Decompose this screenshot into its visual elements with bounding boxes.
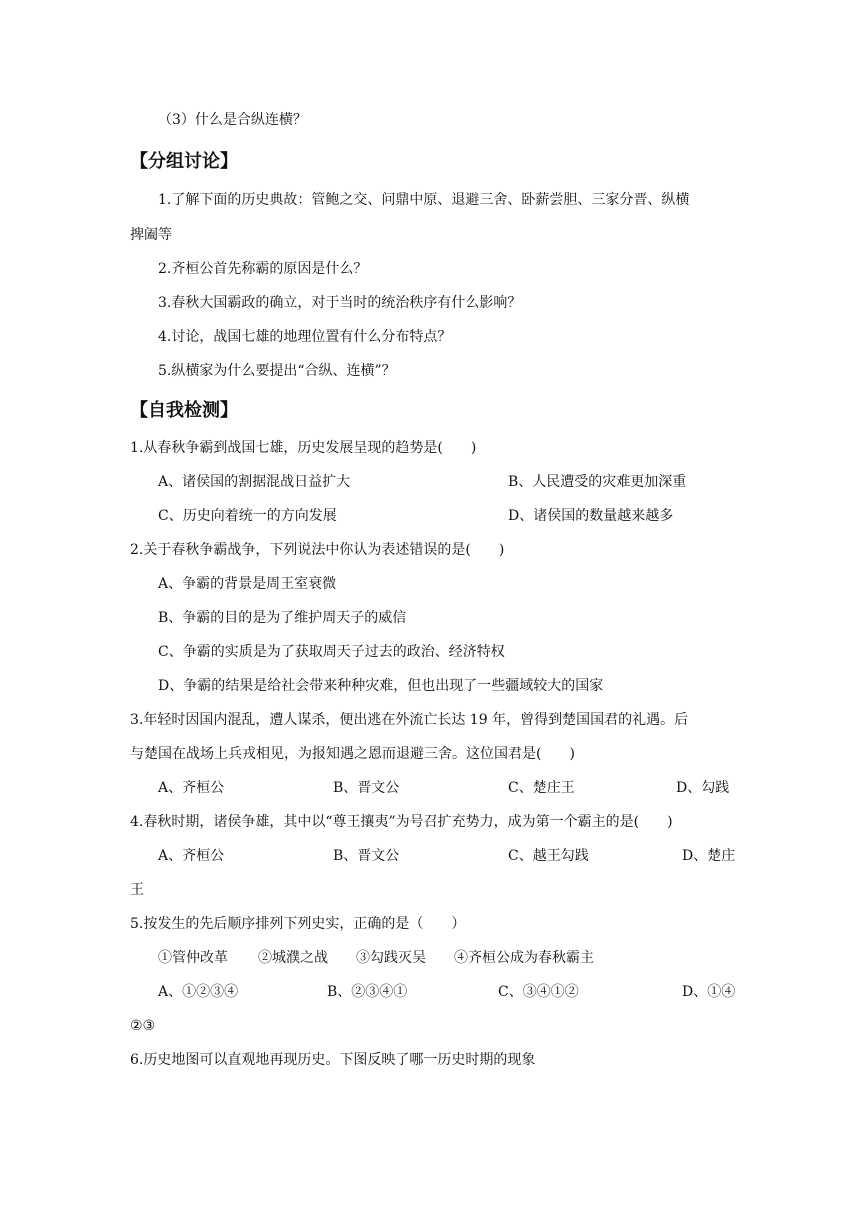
q4-option-a: A、齐桓公	[158, 848, 225, 864]
discussion-item-5: 5.纵横家为什么要提出“合纵、连横”？	[158, 363, 396, 379]
q3-stem-line-1: 3.年轻时因国内混乱，遭人谋杀，便出逃在外流亡长达 19 年，曾得到楚国国君的礼遇。后	[130, 712, 689, 728]
q4-option-d-cont: 王	[130, 882, 144, 898]
q1-option-d: D、诸侯国的数量越来越多	[508, 508, 674, 524]
q5-option-d: D、①④	[682, 984, 736, 1000]
q5-event-3: ③勾践灭吴	[356, 950, 426, 966]
q2-option-d: D、争霸的结果是给社会带来种种灾难，但也出现了一些疆域较大的国家	[158, 678, 604, 694]
q3-option-a: A、齐桓公	[158, 780, 225, 796]
q5-event-1: ①管仲改革	[158, 950, 228, 966]
q2-stem: 2.关于春秋争霸战争，下列说法中你认为表述错误的是( )	[130, 542, 505, 558]
discussion-item-1-cont: 捭阖等	[130, 227, 172, 243]
q3-option-c: C、楚庄王	[508, 780, 575, 796]
q6-stem: 6.历史地图可以直观地再现历史。下图反映了哪一历史时期的现象	[130, 1052, 536, 1068]
q5-option-d-cont: ②③	[130, 1018, 156, 1034]
q1-option-b: B、人民遭受的灾难更加深重	[508, 474, 687, 490]
q3-option-d: D、勾践	[676, 780, 730, 796]
q5-event-4: ④齐桓公成为春秋霸主	[454, 950, 594, 966]
q5-stem: 5.按发生的先后顺序排列下列史实，正确的是（ ）	[130, 916, 466, 932]
q5-option-c: C、③④①②	[498, 984, 579, 1000]
q3-stem-line-2: 与楚国在战场上兵戎相见，为报知遇之恩而退避三舍。这位国君是( )	[130, 746, 575, 762]
q2-option-c: C、争霸的实质是为了获取周天子过去的政治、经济特权	[158, 644, 505, 660]
discussion-item-3: 3.春秋大国霸政的确立，对于当时的统治秩序有什么影响？	[158, 295, 522, 311]
discussion-item-2: 2.齐桓公首先称霸的原因是什么？	[158, 261, 368, 277]
q2-option-a: A、争霸的背景是周王室衰微	[158, 576, 337, 592]
q4-stem: 4.春秋时期，诸侯争雄，其中以“尊王攘夷”为号召扩充势力，成为第一个霸主的是( )	[130, 814, 673, 830]
q5-event-2: ②城濮之战	[258, 950, 328, 966]
intro-question: （3）什么是合纵连横？	[158, 112, 307, 128]
group-discussion-heading: 【分组讨论】	[130, 151, 238, 172]
q4-option-c: C、越王勾践	[508, 848, 589, 864]
q3-option-b: B、晋文公	[333, 780, 400, 796]
q1-stem: 1.从春秋争霸到战国七雄，历史发展呈现的趋势是( )	[130, 440, 477, 456]
self-check-heading: 【自我检测】	[130, 400, 238, 421]
discussion-item-4: 4.讨论，战国七雄的地理位置有什么分布特点？	[158, 329, 452, 345]
q1-option-a: A、诸侯国的割据混战日益扩大	[158, 474, 351, 490]
q5-option-a: A、①②③④	[158, 984, 239, 1000]
discussion-item-1: 1.了解下面的历史典故：管鲍之交、问鼎中原、退避三舍、卧薪尝胆、三家分晋、纵横	[158, 192, 690, 208]
q5-option-b: B、②③④①	[327, 984, 408, 1000]
q4-option-b: B、晋文公	[333, 848, 400, 864]
q4-option-d: D、楚庄	[682, 848, 736, 864]
q2-option-b: B、争霸的目的是为了维护周天子的威信	[158, 610, 407, 626]
q1-option-c: C、历史向着统一的方向发展	[158, 508, 337, 524]
